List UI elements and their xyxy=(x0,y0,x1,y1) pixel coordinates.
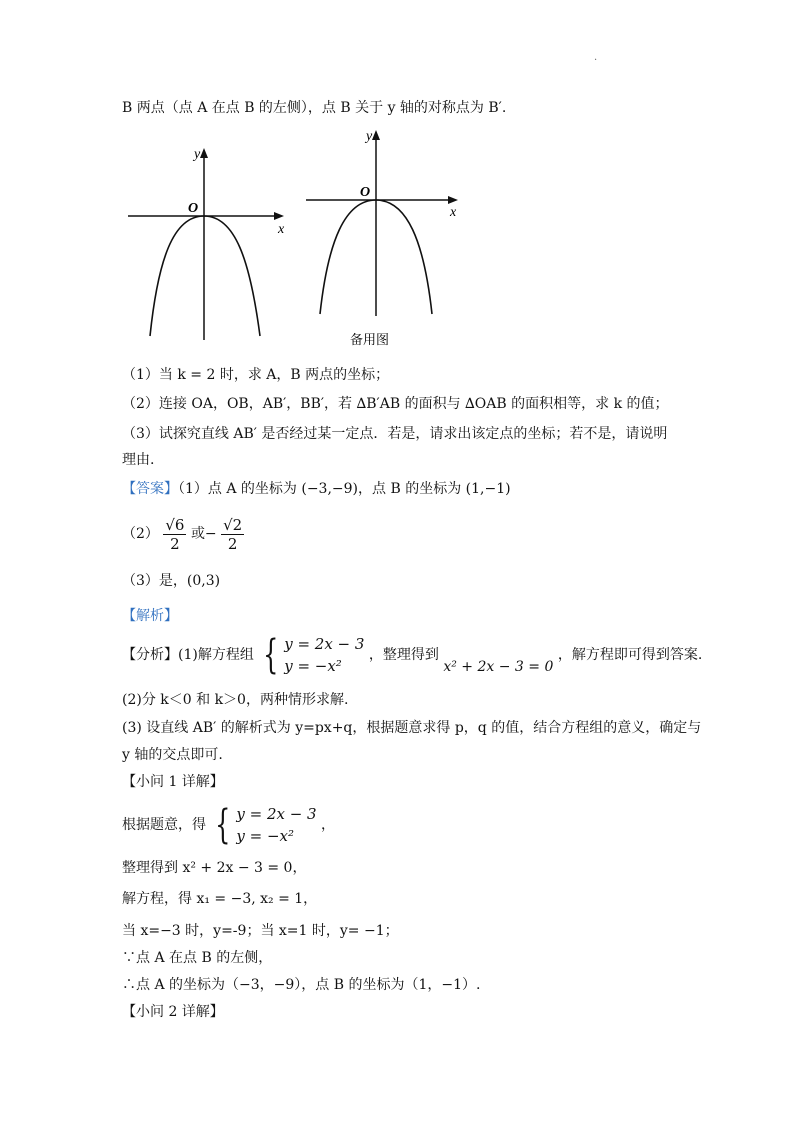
analysis-part-3-line-2: y 轴的交点即可. xyxy=(122,747,223,763)
detail-1-tag: 【小问 1 详解】 xyxy=(122,774,224,790)
detail-1-line-5: ∵点 A 在点 B 的左侧， xyxy=(122,950,273,966)
page-dot: . xyxy=(594,52,598,63)
detail-1-line-6: ∴点 A 的坐标为（−3，−9），点 B 的坐标为（1，−1）. xyxy=(122,977,481,993)
intro-text: B 两点（点 A 在点 B 的左侧），点 B 关于 y 轴的对称点为 B′. xyxy=(122,100,507,116)
analysis-system-line-1: y = 2x − 3 xyxy=(284,635,365,653)
detail-system-line-1: y = 2x − 3 xyxy=(236,805,317,823)
fraction-1-numerator: √6 xyxy=(165,515,185,534)
right-caption: 备用图 xyxy=(350,332,390,347)
answer-line-1 xyxy=(122,479,511,499)
answer-2-fraction-2 xyxy=(221,516,244,553)
analysis-suffix: ，解方程即可得到答案. xyxy=(557,647,703,663)
left-x-label: x xyxy=(278,222,285,237)
answer-1: （1）点 A 的坐标为 (−3,−9)，点 B 的坐标为 (1,−1) xyxy=(178,481,511,497)
right-origin-label: O xyxy=(360,185,371,200)
detail-1-line-3: 解方程，得 x₁ = −3, x₂ = 1， xyxy=(122,891,318,907)
detail-system xyxy=(236,803,316,847)
fraction-2-numerator: √2 xyxy=(223,515,243,534)
analysis-tag: 【解析】 xyxy=(122,608,178,624)
right-y-label: y xyxy=(366,129,373,144)
answer-line-2 xyxy=(122,514,244,554)
detail-system-brace: { xyxy=(215,802,231,848)
analysis-line-1 xyxy=(122,630,702,680)
answer-2-fraction-1 xyxy=(163,516,186,553)
question-3-line-1: （3）试探究直线 AB′ 是否经过某一定点．若是，请求出该定点的坐标；若不是，请说明 xyxy=(122,426,668,442)
fraction-2-denominator: 2 xyxy=(227,534,238,553)
analysis-mid: ，整理得到 xyxy=(368,647,439,663)
system-brace: { xyxy=(263,632,279,678)
detail-1-line-2: 整理得到 x² + 2x − 3 = 0， xyxy=(122,860,307,876)
answer-2-or: 或− xyxy=(190,526,217,542)
right-x-label: x xyxy=(450,205,457,220)
question-3-line-2: 理由. xyxy=(122,452,155,468)
answer-tag: 【答案】 xyxy=(122,481,178,497)
analysis-part-2: (2)分 k＜0 和 k＞0，两种情形求解. xyxy=(122,692,349,708)
detail-1-line-1 xyxy=(122,800,335,850)
left-origin-label: O xyxy=(188,201,199,216)
analysis-system-line-2: y = −x² xyxy=(284,657,342,675)
detail-2-tag: 【小问 2 详解】 xyxy=(122,1004,224,1020)
detail-system-line-2: y = −x² xyxy=(236,827,294,845)
answer-3: （3）是，(0,3) xyxy=(122,573,221,589)
question-2: （2）连接 OA，OB，AB′，BB′，若 ∆B′AB 的面积与 ∆OAB 的面积相等，求 k 的值； xyxy=(122,396,669,412)
analysis-system xyxy=(284,633,364,677)
answer-2-prefix: （2） xyxy=(122,526,159,542)
fraction-1-denominator: 2 xyxy=(170,534,180,553)
left-y-label: y xyxy=(194,147,201,162)
analysis-equation: x² + 2x − 3 = 0 xyxy=(443,659,554,675)
figure-right xyxy=(300,126,470,351)
detail-1-line-4: 当 x=−3 时，y=-9；当 x=1 时，y= −1； xyxy=(122,923,399,939)
analysis-prefix: 【分析】(1)解方程组 xyxy=(122,647,254,663)
question-1: （1）当 k = 2 时，求 A，B 两点的坐标； xyxy=(122,367,390,383)
figure-left xyxy=(128,140,298,345)
detail-1-suffix: ， xyxy=(321,817,336,833)
detail-1-prefix: 根据题意，得 xyxy=(122,817,206,833)
analysis-part-3-line-1: (3) 设直线 AB′ 的解析式为 y=px+q，根据题意求得 p，q 的值，结合方程组的意义，确定与 xyxy=(122,720,702,736)
